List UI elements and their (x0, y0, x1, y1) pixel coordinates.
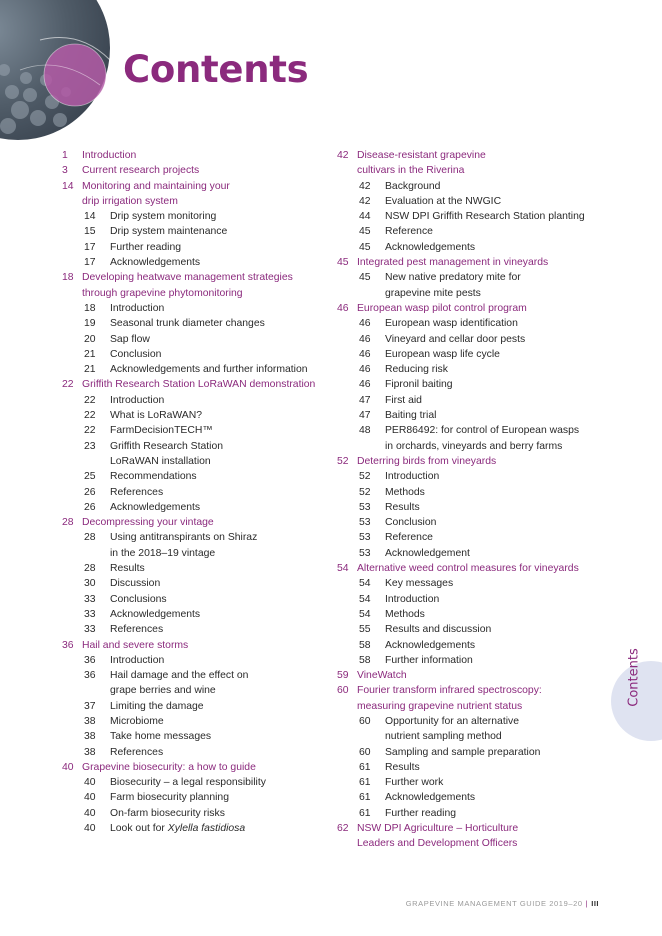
toc-entry-title: Take home messages (110, 731, 212, 743)
toc-page-number: 44 (359, 211, 371, 223)
toc-subsection-entry[interactable] (337, 515, 607, 530)
toc-subsection-entry[interactable] (337, 408, 607, 423)
toc-page-number: 38 (84, 715, 96, 727)
toc-entry-title: Using antitranspirants on Shiraz in the 2018–19 vintage (110, 532, 258, 559)
toc-entry-title: Sampling and sample preparation (385, 746, 541, 758)
toc-subsection-entry[interactable] (337, 393, 607, 408)
toc-subsection-entry[interactable] (337, 332, 607, 347)
toc-page-number: 15 (84, 226, 96, 238)
toc-entry-title: What is LoRaWAN? (110, 410, 203, 422)
toc-entry-title: Conclusions (110, 593, 167, 605)
toc-subsection-entry[interactable] (337, 500, 607, 515)
toc-entry-title: Hail and severe storms (82, 639, 189, 651)
toc-entry-title: VineWatch (357, 670, 407, 682)
toc-entry-title: European wasp life cycle (385, 348, 500, 360)
toc-section-entry[interactable] (337, 821, 607, 852)
toc-page-number: 42 (359, 195, 371, 207)
toc-page-number: 22 (84, 425, 96, 437)
toc-page-number: 61 (359, 792, 371, 804)
toc-page-number: 53 (359, 547, 371, 559)
toc-page-number: 61 (359, 807, 371, 819)
species-name: Xylella fastidiosa (167, 823, 246, 835)
toc-page-number: 36 (62, 639, 74, 651)
toc-subsection-entry[interactable] (62, 821, 337, 836)
toc-entry-title: Fipronil baiting (385, 379, 453, 391)
toc-entry-title: Reference (385, 532, 433, 544)
toc-entry-title: Opportunity for an alternative nutrient sampling method (385, 715, 519, 743)
toc-entry-title: Acknowledgements (385, 241, 476, 253)
toc-entry-title: On-farm biosecurity risks (110, 807, 225, 819)
toc-page-number: 46 (359, 364, 371, 376)
toc-entry-title: New native predatory mite for grapevine mite pests (385, 272, 521, 299)
toc-entry-title: Drip system monitoring (110, 211, 217, 223)
toc-entry-title: Further reading (110, 241, 182, 253)
toc-entry-title: Introduction (110, 654, 165, 666)
toc-page-number: 18 (62, 272, 74, 284)
toc-page-number: 62 (337, 823, 349, 835)
toc-subsection-entry[interactable] (62, 408, 337, 423)
toc-page-number: 54 (337, 563, 349, 575)
toc-entry-title: Further work (385, 777, 444, 789)
toc-subsection-entry[interactable] (62, 500, 337, 515)
toc-section-entry[interactable] (337, 561, 607, 576)
toc-page-number: 26 (84, 486, 96, 498)
page-footer (406, 899, 599, 908)
toc-page-number: 40 (84, 823, 96, 835)
toc-subsection-entry[interactable] (62, 423, 337, 438)
toc-entry-title: References (110, 486, 164, 498)
toc-entry-title: Acknowledgement (385, 547, 470, 559)
toc-entry-title: Current research projects (82, 165, 200, 177)
toc-subsection-entry[interactable] (337, 653, 607, 668)
toc-page-number: 60 (359, 715, 371, 727)
toc-entry-title: Sap flow (110, 333, 150, 345)
toc-entry-title: Key messages (385, 578, 454, 590)
toc-entry-title: Disease-resistant grapevine cultivars in the Riverina (357, 150, 486, 177)
toc-subsection-entry[interactable] (337, 760, 607, 775)
toc-entry-title: Reference (385, 226, 433, 238)
toc-page-number: 48 (359, 425, 371, 437)
toc-subsection-entry[interactable] (62, 530, 337, 561)
toc-entry-title: Discussion (110, 578, 161, 590)
toc-page-number: 36 (84, 670, 96, 682)
toc-page-number: 45 (359, 241, 371, 253)
toc-entry-title: Decompressing your vintage (82, 517, 214, 529)
toc-section-entry[interactable] (62, 270, 337, 301)
toc-page-number: 55 (359, 624, 371, 636)
toc-entry-title: Introduction (110, 394, 165, 406)
toc-page-number: 53 (359, 532, 371, 544)
toc-entry-title: European wasp identification (385, 318, 518, 330)
toc-subsection-entry[interactable] (62, 576, 337, 591)
toc-subsection-entry[interactable] (337, 423, 607, 454)
toc-subsection-entry[interactable] (62, 607, 337, 622)
toc-section-entry[interactable] (337, 668, 607, 683)
toc-entry-title: Seasonal trunk diameter changes (110, 318, 265, 330)
toc-subsection-entry[interactable] (337, 377, 607, 392)
toc-page-number: 46 (359, 318, 371, 330)
toc-subsection-entry[interactable] (337, 316, 607, 331)
toc-subsection-entry[interactable] (62, 255, 337, 270)
toc-subsection-entry[interactable] (62, 224, 337, 239)
toc-page-number: 40 (62, 761, 74, 773)
toc-page-number: 22 (62, 379, 74, 391)
toc-entry-title: European wasp pilot control program (357, 302, 527, 314)
toc-entry-title: Acknowledgements and further information (110, 364, 308, 376)
toc-page-number: 58 (359, 639, 371, 651)
toc-subsection-entry[interactable] (337, 775, 607, 790)
toc-subsection-entry[interactable] (337, 546, 607, 561)
toc-page-number: 52 (359, 486, 371, 498)
footer-guide-title: GRAPEVINE MANAGEMENT GUIDE 2019–20 (405, 899, 583, 908)
toc-subsection-entry[interactable] (62, 393, 337, 408)
toc-subsection-entry[interactable] (337, 179, 607, 194)
toc-subsection-entry[interactable] (337, 806, 607, 821)
toc-page-number: 59 (337, 670, 349, 682)
toc-subsection-entry[interactable] (337, 592, 607, 607)
toc-page-number: 40 (84, 807, 96, 819)
toc-entry-title: Conclusion (385, 517, 437, 529)
toc-entry-title: Deterring birds from vineyards (357, 455, 497, 467)
toc-entry-title: Hail damage and the effect on grape berries and wine (110, 670, 249, 697)
toc-page-number: 45 (337, 257, 349, 269)
toc-page-number: 36 (84, 654, 96, 666)
toc-page-number: 28 (62, 517, 74, 529)
toc-subsection-entry[interactable] (62, 699, 337, 714)
toc-entry-title: Further information (385, 654, 473, 666)
toc-entry-title: NSW DPI Griffith Research Station planting (385, 211, 585, 223)
toc-subsection-entry[interactable] (62, 209, 337, 224)
toc-entry-title: Further reading (385, 807, 457, 819)
toc-entry-title: Results (110, 563, 145, 575)
toc-entry-title: Farm biosecurity planning (110, 792, 229, 804)
toc-section-entry[interactable] (62, 163, 337, 178)
toc-subsection-entry[interactable] (337, 530, 607, 545)
toc-page-number: 52 (359, 471, 371, 483)
toc-entry-title: NSW DPI Agriculture – Horticulture Leaders and Development Officers (357, 823, 519, 850)
toc-page-number: 61 (359, 777, 371, 789)
toc-page-number: 58 (359, 654, 371, 666)
toc-subsection-entry[interactable] (62, 240, 337, 255)
toc-entry-title: Griffith Research Station LoRaWAN demonstration (82, 379, 316, 391)
toc-page-number: 53 (359, 517, 371, 529)
toc-section-entry[interactable] (337, 683, 607, 714)
toc-page-number: 45 (359, 226, 371, 238)
toc-subsection-entry[interactable] (337, 209, 607, 224)
toc-entry-title: Results (385, 501, 420, 513)
toc-page-number: 33 (84, 608, 96, 620)
toc-entry-title: Drip system maintenance (110, 226, 228, 238)
toc-subsection-entry[interactable] (337, 607, 607, 622)
toc-page-number: 52 (337, 455, 349, 467)
toc-entry-title: Introduction (385, 593, 440, 605)
toc-subsection-entry[interactable] (337, 194, 607, 209)
toc-subsection-entry[interactable] (62, 729, 337, 744)
toc-page-number: 14 (62, 180, 74, 192)
toc-subsection-entry[interactable] (337, 745, 607, 760)
toc-subsection-entry[interactable] (62, 592, 337, 607)
toc-page-number: 1 (62, 150, 68, 161)
toc-page-number: 60 (359, 746, 371, 758)
toc-section-entry[interactable] (337, 454, 607, 469)
page-title: Contents (123, 48, 309, 91)
toc-page-number: 61 (359, 761, 371, 773)
toc-subsection-entry[interactable] (62, 745, 337, 760)
toc-page-number: 33 (84, 593, 96, 605)
toc-entry-title: Introduction (82, 150, 137, 161)
toc-section-entry[interactable] (62, 179, 337, 210)
toc-entry-title: Methods (385, 486, 425, 498)
toc-subsection-entry[interactable] (62, 653, 337, 668)
toc-subsection-entry[interactable] (337, 576, 607, 591)
toc-entry-title: Developing heatwave management strategies through grapevine phytomonitoring (82, 272, 293, 299)
toc-subsection-entry[interactable] (337, 347, 607, 362)
toc-page-number: 46 (359, 379, 371, 391)
toc-section-entry[interactable] (337, 255, 607, 270)
toc-subsection-entry[interactable] (62, 714, 337, 729)
toc-page-number: 42 (337, 150, 349, 161)
toc-subsection-entry[interactable] (337, 362, 607, 377)
toc-page-number: 53 (359, 501, 371, 513)
toc-section-entry[interactable] (62, 760, 337, 775)
toc-page-number: 40 (84, 792, 96, 804)
toc-entry-title: Fourier transform infrared spectroscopy: measuring grapevine nutrient status (357, 685, 542, 712)
toc-subsection-entry[interactable] (337, 270, 607, 301)
toc-entry-title: Integrated pest management in vineyards (357, 257, 549, 269)
toc-page-number: 47 (359, 394, 371, 406)
toc-entry-title: References (110, 746, 164, 758)
toc-page-number: 28 (84, 563, 96, 575)
toc-section-entry[interactable] (62, 638, 337, 653)
toc-subsection-entry[interactable] (62, 347, 337, 362)
toc-entry-title: References (110, 624, 164, 636)
toc-subsection-entry[interactable] (62, 362, 337, 377)
toc-entry-title: Methods (385, 608, 425, 620)
toc-page-number: 22 (84, 410, 96, 422)
toc-entry-title: Reducing risk (385, 364, 448, 376)
toc-section-entry[interactable] (62, 148, 337, 163)
footer-separator: | (585, 899, 589, 908)
toc-subsection-entry[interactable] (337, 790, 607, 805)
side-tab-label: Contents (626, 648, 642, 707)
toc-subsection-entry[interactable] (62, 806, 337, 821)
footer-page-number: III (591, 899, 599, 908)
toc-page-number: 46 (337, 302, 349, 314)
toc-entry-title: Acknowledgements (385, 792, 476, 804)
toc-entry-title: PER86492: for control of European wasps in orchards, vineyards and berry farms (385, 425, 580, 452)
toc-page-number: 42 (359, 180, 371, 192)
toc-entry-title: Biosecurity – a legal responsibility (110, 777, 266, 789)
toc-entry-title: Results and discussion (385, 624, 492, 636)
toc-entry-title: Introduction (110, 302, 165, 314)
toc-entry-title: Acknowledgements (385, 639, 476, 651)
toc-entry-title: Limiting the damage (110, 700, 204, 712)
toc-subsection-entry[interactable] (62, 561, 337, 576)
toc-page-number: 3 (62, 165, 68, 177)
toc-page-number: 38 (84, 731, 96, 743)
toc-entry-title: Vineyard and cellar door pests (385, 333, 526, 345)
toc-page-number: 46 (359, 348, 371, 360)
toc-column-left (62, 148, 337, 836)
toc-page-number: 60 (337, 685, 349, 697)
toc-subsection-entry[interactable] (62, 775, 337, 790)
toc-subsection-entry[interactable] (62, 485, 337, 500)
toc-subsection-entry[interactable] (62, 790, 337, 805)
toc-column-right (337, 148, 607, 852)
toc-subsection-entry[interactable] (337, 240, 607, 255)
toc-page-number: 23 (84, 440, 96, 452)
toc-subsection-entry[interactable] (62, 316, 337, 331)
toc-page-number: 25 (84, 471, 96, 483)
toc-subsection-entry[interactable] (62, 668, 337, 699)
toc-subsection-entry[interactable] (337, 622, 607, 637)
toc-entry-title: Results (385, 761, 420, 773)
toc-subsection-entry[interactable] (62, 469, 337, 484)
toc-entry-title: Alternative weed control measures for vineyards (357, 563, 579, 575)
toc-page-number: 33 (84, 624, 96, 636)
toc-entry-title: Acknowledgements (110, 257, 201, 269)
toc-entry-title: Griffith Research Station LoRaWAN installation (110, 440, 224, 467)
toc-page-number: 18 (84, 302, 96, 314)
toc-entry-title: Look out for Xylella fastidiosa (110, 823, 246, 835)
toc-entry-title: Grapevine biosecurity: a how to guide (82, 761, 256, 773)
toc-entry-title: Introduction (385, 471, 440, 483)
toc-entry-title: Recommendations (110, 471, 197, 483)
toc-section-entry[interactable] (62, 515, 337, 530)
toc-page-number: 19 (84, 318, 96, 330)
toc-page-number: 17 (84, 257, 96, 269)
toc-entry-title: Microbiome (110, 715, 164, 727)
toc-subsection-entry[interactable] (62, 439, 337, 470)
toc-subsection-entry[interactable] (62, 332, 337, 347)
toc-entry-title: Evaluation at the NWGIC (385, 195, 502, 207)
toc-section-entry[interactable] (337, 301, 607, 316)
toc-subsection-entry[interactable] (337, 469, 607, 484)
toc-entry-title: Acknowledgements (110, 608, 201, 620)
toc-page-number: 28 (84, 532, 96, 544)
toc-entry-title: Baiting trial (385, 410, 437, 422)
toc-entry-title: Monitoring and maintaining your drip irrigation system (82, 180, 230, 207)
toc-section-entry[interactable] (62, 377, 337, 392)
toc-entry-title: Conclusion (110, 348, 162, 360)
toc-page-number: 21 (84, 364, 96, 376)
toc-subsection-entry[interactable] (337, 638, 607, 653)
toc-subsection-entry[interactable] (62, 622, 337, 637)
toc-page-number: 38 (84, 746, 96, 758)
toc-page-number: 14 (84, 211, 96, 223)
toc-section-entry[interactable] (337, 148, 607, 179)
toc-entry-title: Background (385, 180, 441, 192)
toc-subsection-entry[interactable] (337, 485, 607, 500)
toc-page-number: 22 (84, 394, 96, 406)
toc-page-number: 45 (359, 272, 371, 284)
toc-page-number: 21 (84, 348, 96, 360)
toc-entry-title: FarmDecisionTECH™ (110, 425, 213, 437)
toc-subsection-entry[interactable] (337, 714, 607, 745)
toc-page-number: 54 (359, 608, 371, 620)
toc-page-number: 47 (359, 410, 371, 422)
toc-page-number: 37 (84, 700, 96, 712)
toc-page-number: 30 (84, 578, 96, 590)
toc-subsection-entry[interactable] (62, 301, 337, 316)
toc-entry-title: First aid (385, 394, 422, 406)
toc-page-number: 54 (359, 593, 371, 605)
toc-page-number: 26 (84, 501, 96, 513)
header-decoration (0, 0, 130, 150)
toc-subsection-entry[interactable] (337, 224, 607, 239)
toc-page-number: 54 (359, 578, 371, 590)
toc-page-number: 46 (359, 333, 371, 345)
toc-page-number: 40 (84, 777, 96, 789)
toc-page-number: 20 (84, 333, 96, 345)
toc-page-number: 17 (84, 241, 96, 253)
toc-entry-title: Acknowledgements (110, 501, 201, 513)
